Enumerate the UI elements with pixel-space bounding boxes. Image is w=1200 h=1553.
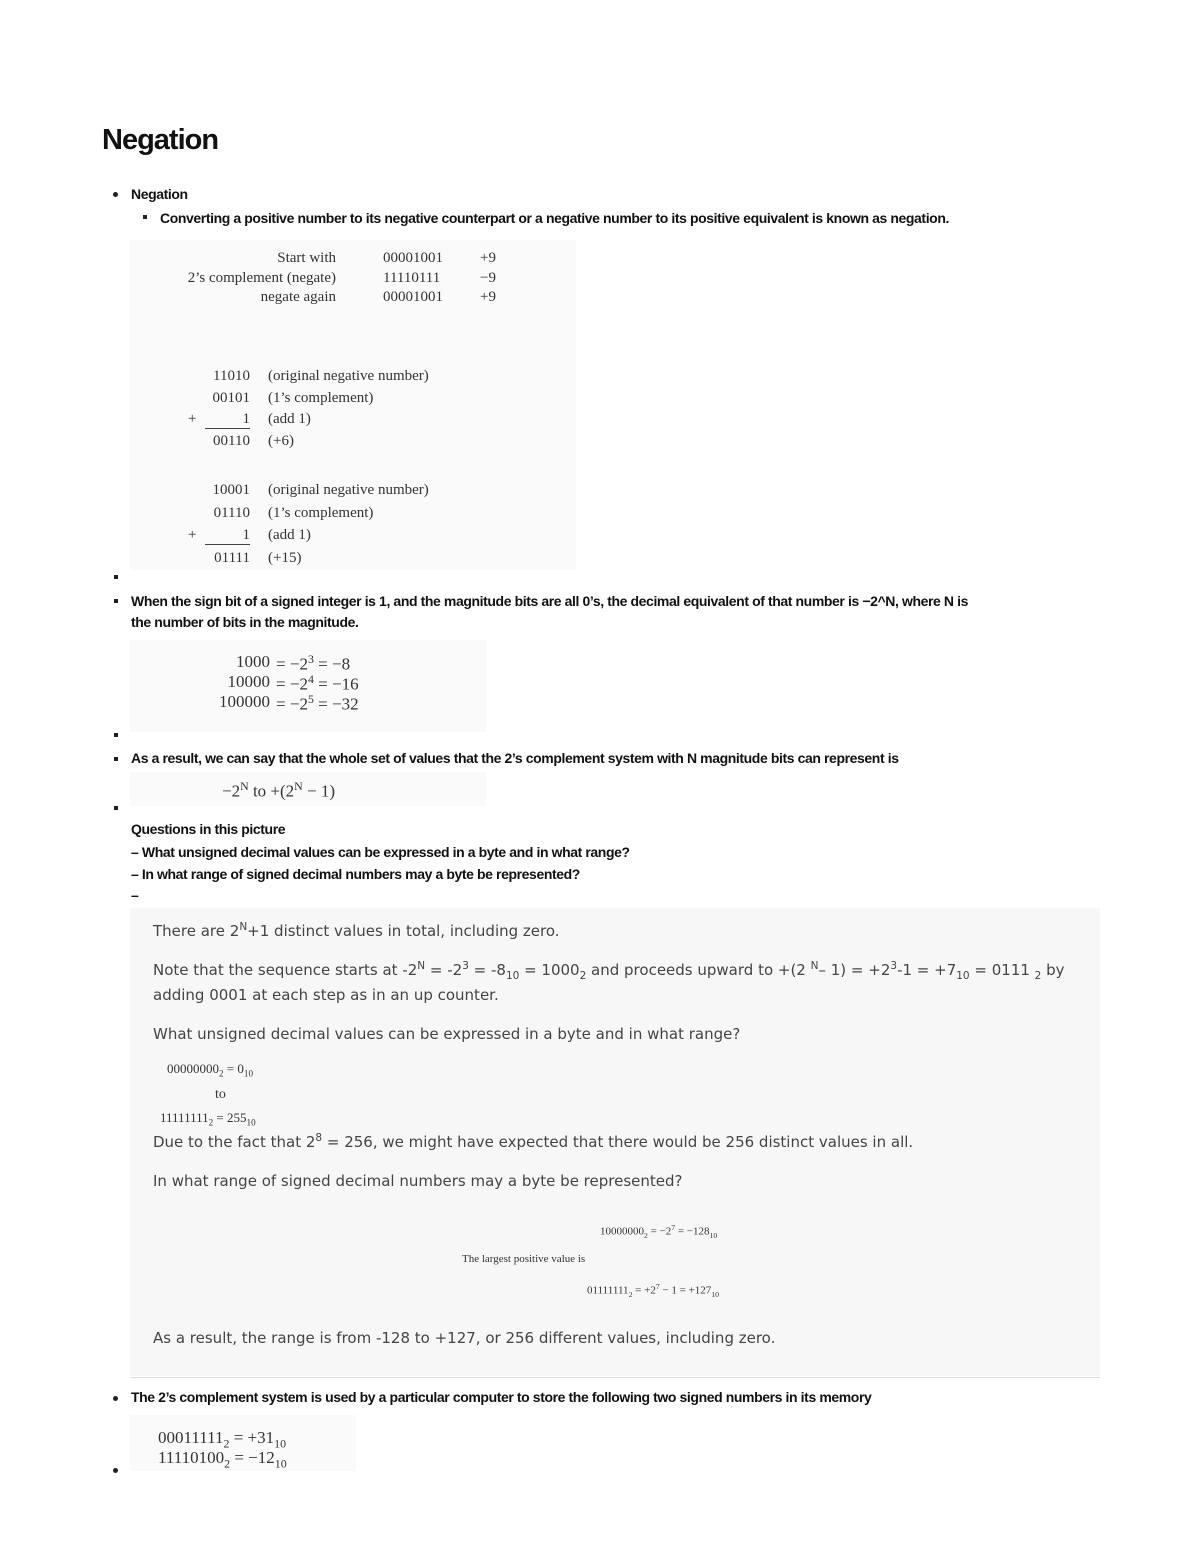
fig1-label: negate again [260,289,336,305]
dash: – [131,887,139,903]
page-title: Negation [102,124,219,156]
empty-bullet [114,806,118,810]
fig1-bits: 00001001 [383,250,443,266]
stored-number: $00011111_2 = +31_{10}$ [158,1428,287,1451]
ex1-note: (original negative number) [268,368,429,384]
empty-bullet [113,1468,118,1473]
power-figure [130,640,486,732]
ex2-bits: 01110 [213,505,250,521]
ex1-note: (add 1) [268,411,311,427]
unsigned-question: What unsigned decimal values can be expressed in a byte and in what range? [153,1025,741,1043]
fig2-rhs: = $-2^4 = -16$ [276,672,359,694]
bullet-square [114,599,118,603]
empty-bullet [114,575,118,579]
ex1-bits: 00101 [212,390,250,406]
ex1-bits: 11010 [213,368,250,384]
bullet-dot [113,1396,118,1401]
signed-max: $01111111_2 = +2^7 - 1 = +127_{10}$ [587,1282,719,1299]
stored-number: $11110100_2 = -12_{10}$ [158,1448,287,1471]
due-to-text: Due to the fact that $2^8 = 256$, we might have expected that there would be 256 distinct values in all. [153,1132,914,1151]
fig2-rhs: = $-2^3 = -8$ [276,652,351,674]
sign-bit-text: When the sign bit of a signed integer is 1, and the magnitude bits are all 0’s, the decimal equivalent of that number is −2^N, where N is [131,593,968,609]
result-text: As a result, the range is from -128 to +127, or 256 different values, including zero. [153,1329,776,1347]
ex2-bits: 01111 [214,550,250,566]
empty-bullet [114,733,118,737]
fig1-value: +9 [480,250,496,266]
question-unsigned: – What unsigned decimal values can be expressed in a byte and in what range? [131,844,630,860]
questions-heading: Questions in this picture [131,821,286,837]
question-signed: – In what range of signed decimal numbers may a byte be represented? [131,866,580,882]
fig1-label: Start with [277,250,336,266]
ex1-bits: 00110 [213,433,250,449]
sub-bullet-square [143,215,147,219]
fig2-lhs: 100000 [219,692,270,711]
bullet-dot [113,192,118,197]
fig2-lhs: 10000 [227,672,270,691]
fig1-value: +9 [480,289,496,305]
sequence-text: Note that the sequence starts at $-2^N = -2^3 = -8_{10} = 1000_2$ and proceeds upward to +(2 $^N$– $1) = +2^3-1 = +7_{10} = 0111$ $_2$ by [153,960,1065,982]
answer-box [130,908,1100,1376]
unsigned-to: to [215,1087,226,1102]
fig2-lhs: 1000 [236,652,270,671]
ex2-note: (1’s complement) [268,505,374,521]
signed-question: In what range of signed decimal numbers may a byte be represented? [153,1172,683,1190]
ex2-bits: 1 [205,527,250,545]
store-text: The 2’s complement system is used by a particular computer to store the following two signed numbers in its memory [131,1389,872,1405]
stored-numbers-figure [130,1415,356,1471]
unsigned-min: $00000000_2 = 0_{10}$ [167,1061,253,1079]
largest-positive-label: The largest positive value is [462,1253,586,1265]
range-text: As a result, we can say that the whole set of values that the 2’s complement system with N magnitude bits can represent is [131,750,899,766]
fig1-value: −9 [480,270,496,286]
negation-figure [130,240,576,570]
sign-bit-text-2: the number of bits in the magnitude. [131,614,359,630]
ex1-note: (+6) [268,433,294,449]
fig1-bits: 11110111 [383,270,441,286]
sequence-text-2: adding 0001 at each step as in an up counter. [153,986,499,1004]
ex2-note: (+15) [268,550,302,566]
bullet-square [114,757,118,761]
ex1-bits: 1 [205,411,250,429]
ex2-note: (original negative number) [268,482,429,498]
bullet-negation: Negation [131,186,188,202]
fig1-label: 2’s complement (negate) [187,270,336,286]
distinct-values-text: There are $2^N+1$ distinct values in total, including zero. [153,921,560,940]
divider [130,1377,1100,1378]
negation-definition: Converting a positive number to its negative counterpart or a negative number to its positive equivalent is known as negation. [160,210,949,226]
signed-min: $10000000_2 = -2^7 = -128_{10}$ [600,1223,718,1240]
plus-sign: + [188,411,197,427]
ex2-bits: 10001 [212,482,250,498]
unsigned-max: $11111111_2 = 255_{10}$ [160,1110,256,1128]
fig2-rhs: = $-2^5 = -32$ [276,692,359,714]
fig1-bits: 00001001 [383,289,443,305]
ex1-note: (1’s complement) [268,390,374,406]
range-formula: $-2^N$ to $+(2^N - 1)$ [130,772,486,806]
plus-sign: + [188,527,197,543]
ex2-note: (add 1) [268,527,311,543]
